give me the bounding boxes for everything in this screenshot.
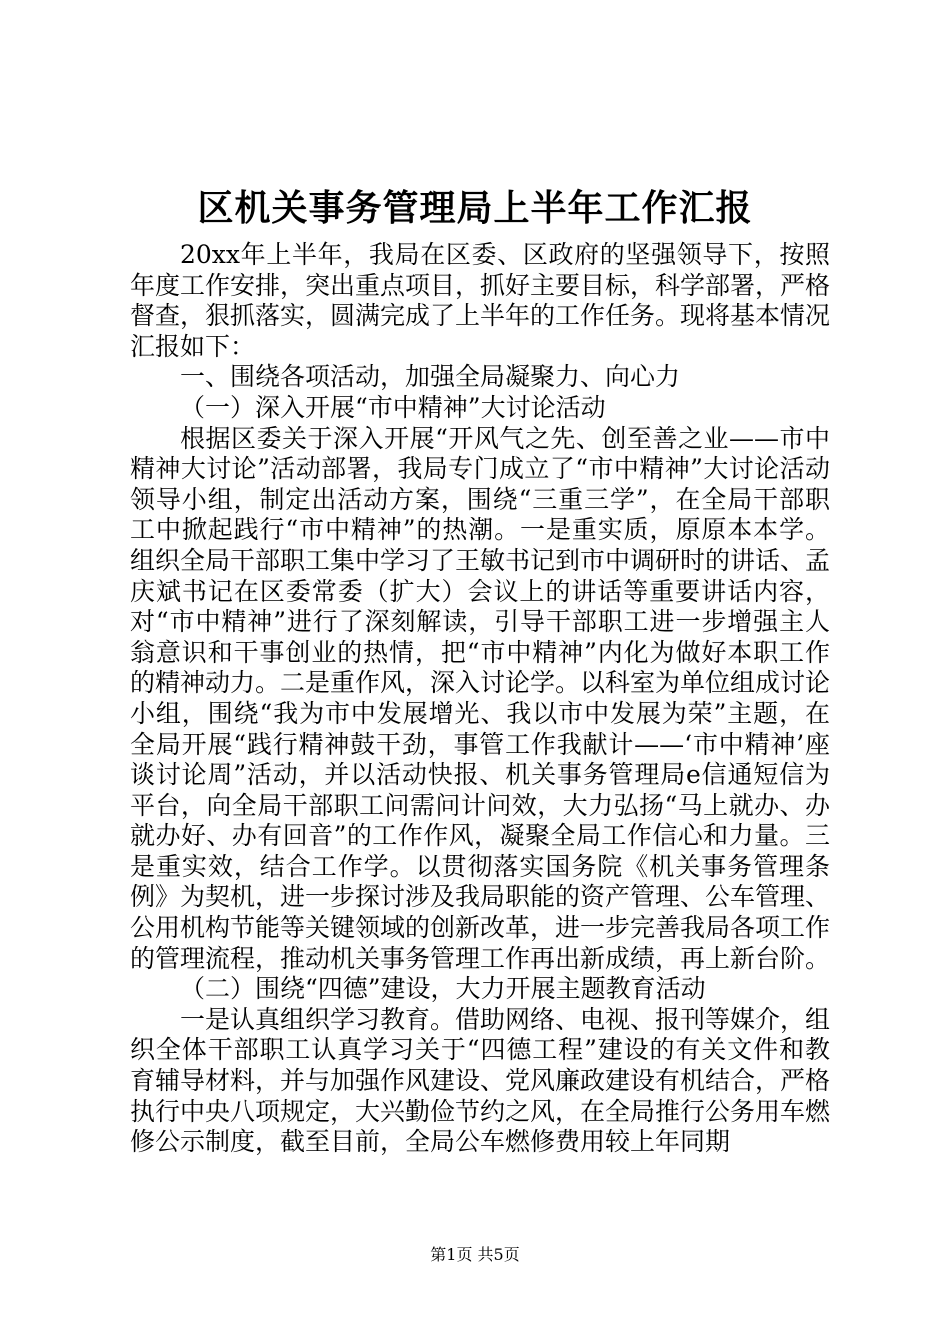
section-heading-1: 一、围绕各项活动，加强全局凝聚力、向心力 [180, 362, 681, 392]
paragraph-body-1: 根据区委关于深入开展“开风气之先、创至善之业——市中精神大讨论”活动部署，我局专门成立了“市中精神”大讨论活动领导小组，制定出活动方案，围绕“三重三学”，在全局干部职工中掀起践行“市中精神”的热潮。一是重实质，原原本本学。组织全局干部职工集中学习了王敏书记到市中调研时的讲话、孟庆斌书记在区委常委（扩大）会议上的讲话等重要讲话内容，对“市中精神”进行了深刻解读，引导干部职工进一步增强主人翁意识和干事创业的热情，把“市中精神”内化为做好本职工作的精神动力。二是重作风，深入讨论学。以科室为单位组成讨论小组，围绕“我为市中发展增光、我以市中发展为荣”主题，在全局开展“践行精神鼓干劲，事管工作我献计——‘市中精神’座谈讨论周”活动，并以活动快报、机关事务管理局e信通短信为平台，向全局干部职工问需问计问效，大力弘扬“马上就办、办就办好、办有回音”的工作作风，凝聚全局工作信心和力量。三是重实效，结合工作学。以贯彻落实国务院《机关事务管理条例》为契机，进一步探讨涉及我局职能的资产管理、公车管理、公用机构节能等关键领域的创新改革，进一步完善我局各项工作的管理流程，推动机关事务管理工作再出新成绩，再上新台阶。 [130, 423, 831, 973]
document-body [130, 240, 830, 1158]
subsection-heading-1: （一）深入开展“市中精神”大讨论活动 [180, 392, 606, 422]
subsection-heading-2: （二）围绕“四德”建设，大力开展主题教育活动 [180, 974, 706, 1004]
document-title: 区机关事务管理局上半年工作汇报 [197, 188, 753, 229]
page-number-footer: 第1页 共5页 [430, 1245, 520, 1264]
paragraph-body-2: 一是认真组织学习教育。借助网络、电视、报刊等媒介，组织全体干部职工认真学习关于“四德工程”建设的有关文件和教育辅导材料，并与加强作风建设、党风廉政建设有机结合，严格执行中央八项规定，大兴勤俭节约之风，在全局推行公务用车燃修公示制度，截至目前，全局公车燃修费用较上年同期 [130, 1004, 831, 1157]
paragraph-intro: 20xx年上半年，我局在区委、区政府的坚强领导下，按照年度工作安排，突出重点项目，抓好主要目标，科学部署，严格督查，狠抓落实，圆满完成了上半年的工作任务。现将基本情况汇报如下： [130, 240, 831, 361]
